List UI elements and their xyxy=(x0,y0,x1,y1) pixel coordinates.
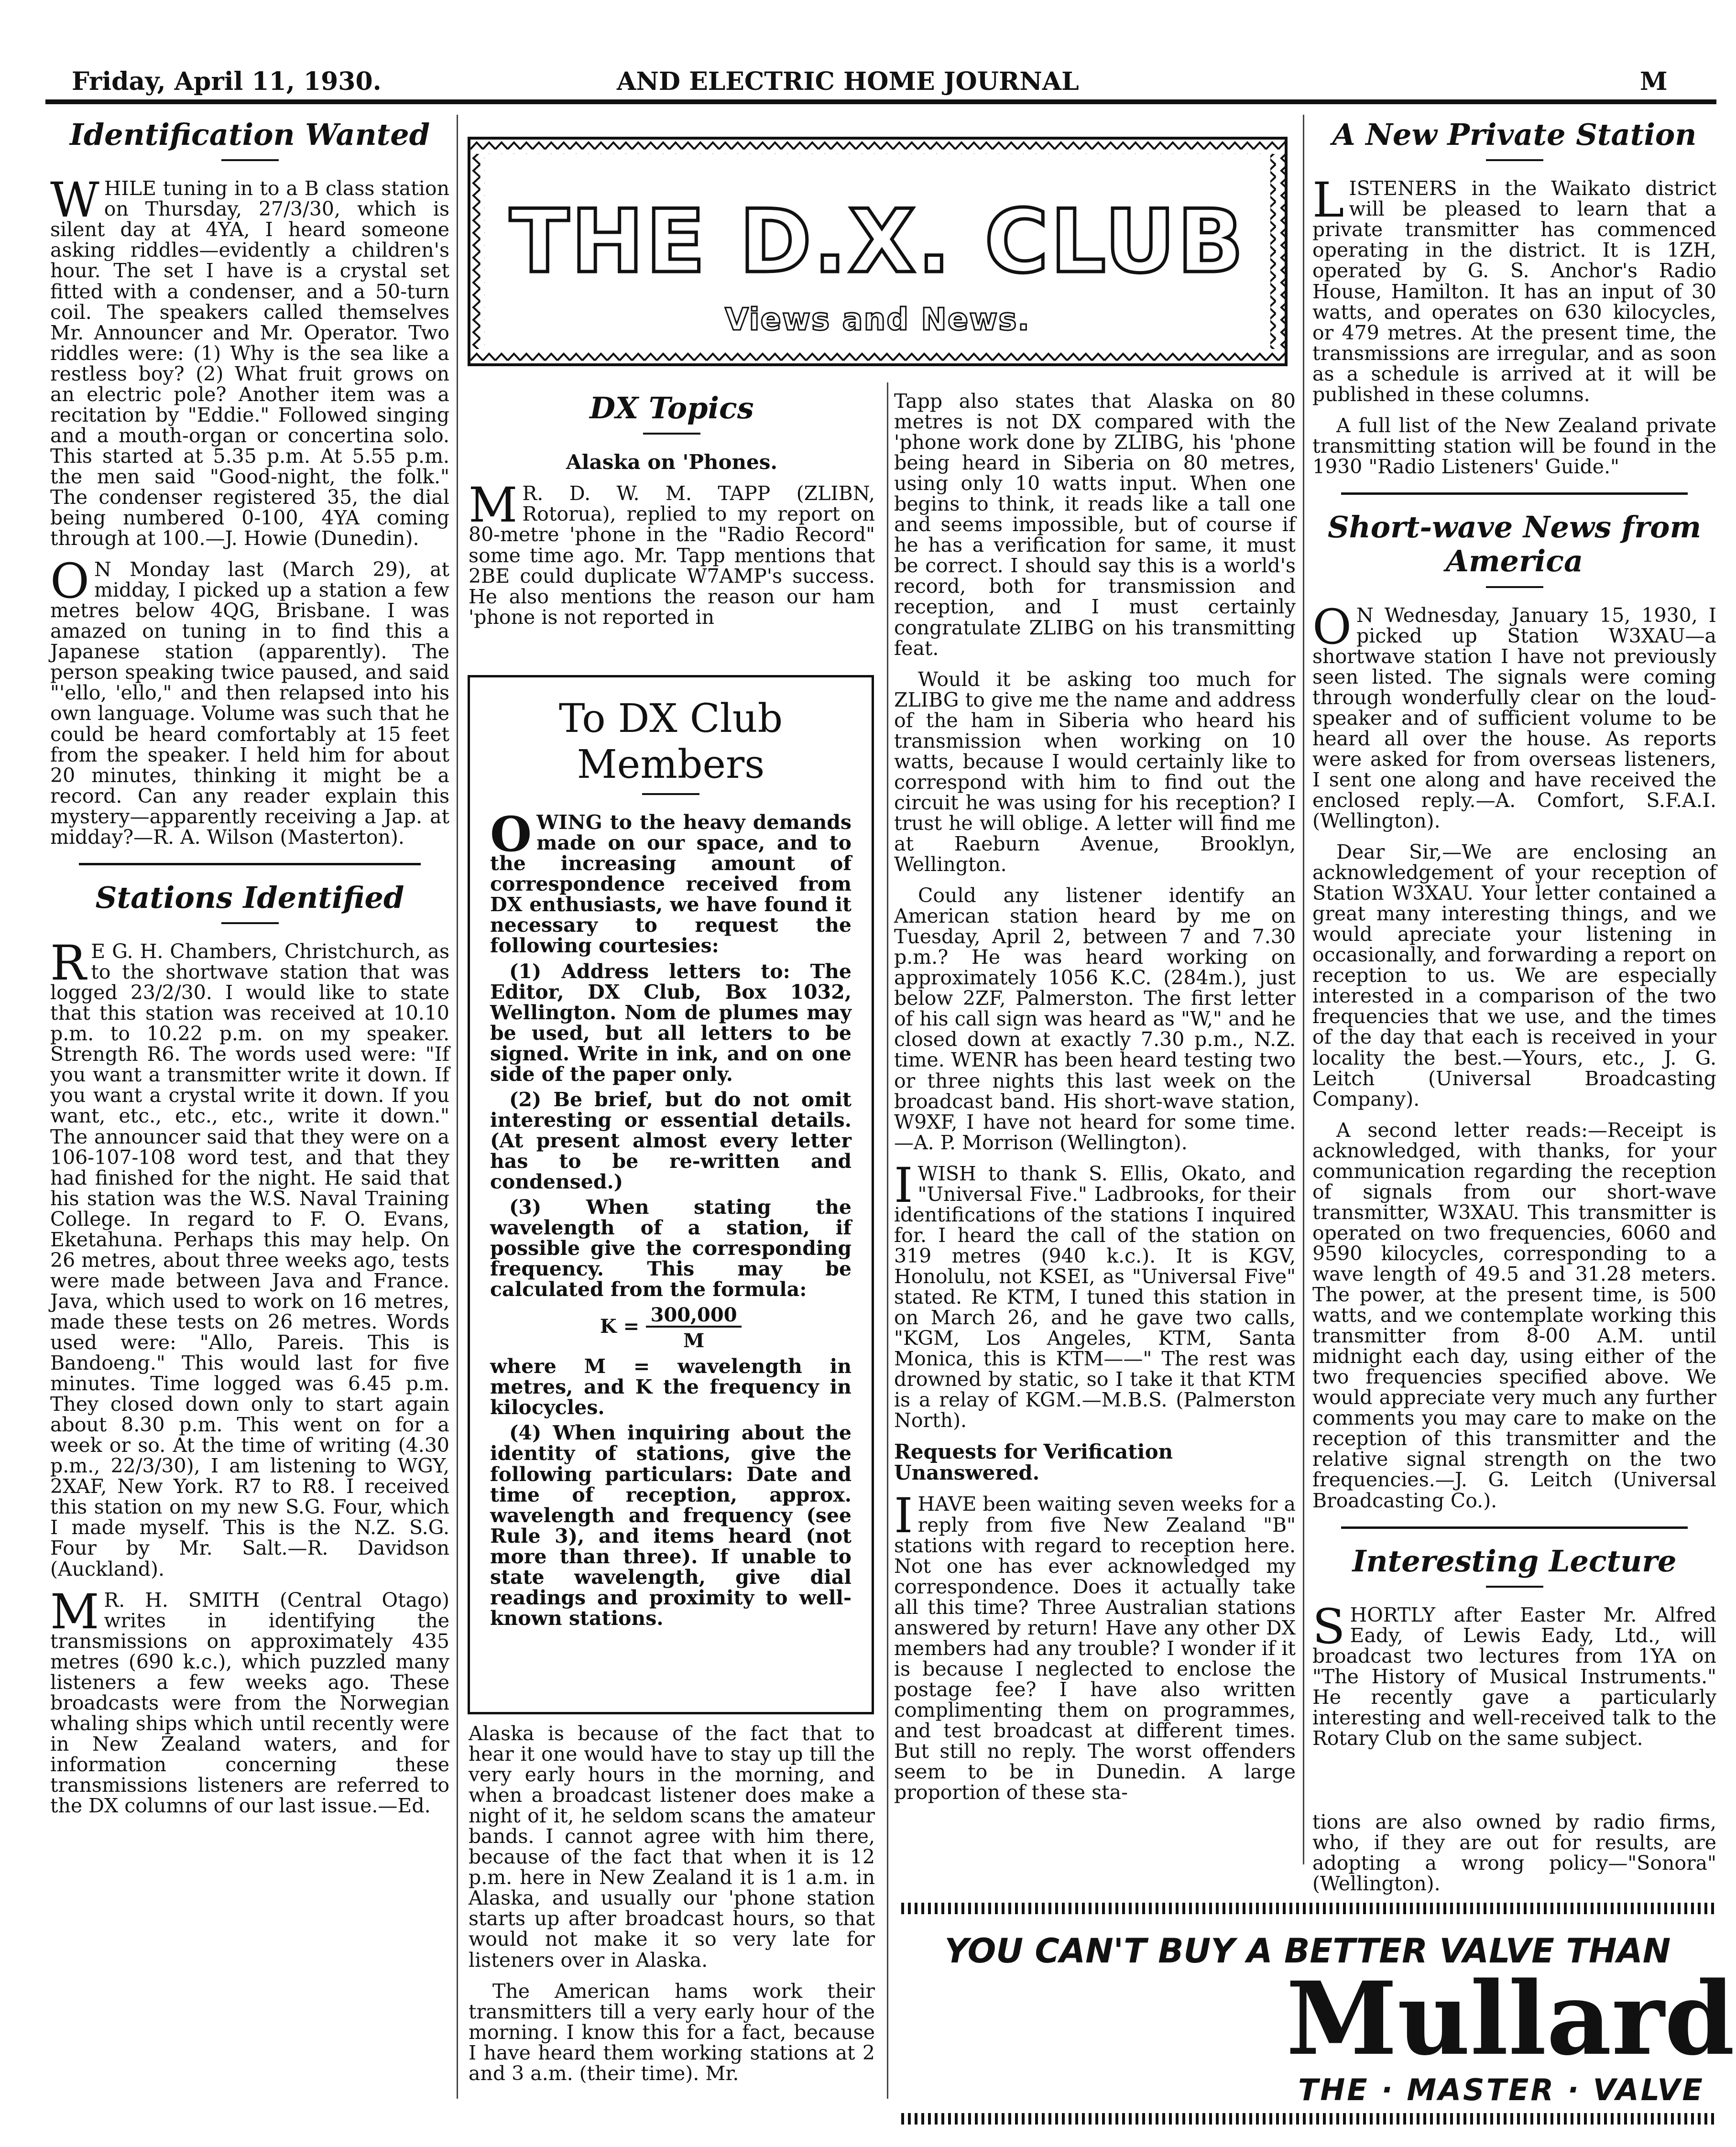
article-paragraph: tions are also owned by radio firms, who, if they are out for results, are adopting a wrong policy—"Sonora" (Wellington). xyxy=(1312,1810,1716,1896)
formula-lhs: K = xyxy=(600,1315,640,1338)
dx-club-masthead xyxy=(468,137,1288,366)
article-paragraph: IWISH to thank S. Ellis, Okato, and "Universal Five." Ladbrooks, for their identifications of the stations I inquired for. I heard the call of the station on 319 metres (940 k.c.). It is KGV, Honolulu, not KSEI, as "Universal Five" stated. Re KTM, I tuned this station in on March 26, and he gave two calls, "KGM, Los Angeles, KTM, Santa Monica, this is KTM——" The rest was drowned by static, so I take it that KTM is a relay of KGM.—M.B.S. (Palmerston North). xyxy=(894,1157,1296,1432)
section-divider xyxy=(79,863,421,865)
column-1 xyxy=(50,118,449,1827)
subheading-verification: Requests for Verification Unanswered. xyxy=(894,1440,1173,1485)
subheading-alaska: Alaska on 'Phones. xyxy=(566,450,778,474)
formula-denominator: M xyxy=(646,1326,742,1351)
article-paragraph: The American hams work their transmitters till a very early hour of the morning. I know this for a fact, because I have heard them working stations at 2 and 3 a.m. (their time). Mr. xyxy=(469,1979,875,2085)
masthead-subtitle: Views and News. xyxy=(725,302,1030,338)
title-rule xyxy=(642,793,699,795)
article-paragraph: A second letter reads:—Receipt is acknowledged, with thanks, for your communication regarding the reception of signals from our short-wave transmitter, W3XAU. This transmitter is operated on two frequencies, 6060 and 9590 kilocycles, corresponding to a wave length of 49.5 and 31.28 meters. The power, at the present time, is 500 watts, and we contemplate working this transmitter from 8-00 A.M. until midnight each day, using either of the two frequencies specified above. We would appreciate very much any further comments you may care to make on the reception of this transmitter and the relative signal strength on the two frequencies.—J. G. Leitch (Universal Broadcasting Co.). xyxy=(1312,1118,1716,1512)
article-paragraph: Could any listener identify an American station heard by me on Tuesday, April 2, between 7 and 7.30 p.m.? He was heard working on approximately 1056 K.C. (284m.), just below 2ZF, Palmerston. The first letter of his call sign was heard as "W," and he closed down at exactly 7.30 p.m., N.Z. time. WENR has been heard testing two or three nights this last week on the broadcast band. His short-wave station, W9XF, I have not heard for some time.—A. P. Morrison (Wellington). xyxy=(894,884,1296,1154)
notice-rule-3: (3) When stating the wavelength of a station, if possible give the corresponding frequency. This may be calculated from the formula: xyxy=(490,1196,852,1301)
article-paragraph: WHILE tuning in to a B class station on Thursday, 27/3/30, which is silent day at 4YA, I heard someone asking riddles—evidently a children's hour. The set I have is a crystal set fitted with a condenser, and a 50-turn coil. The speakers called themselves Mr. Announcer and Mr. Operator. Two riddles were: (1) Why is the sea like a restless boy? (2) What fruit grows on an electric pole? Another item was a recitation by "Eddie." Followed singing and a mouth-organ or concertina solo. This started at 5.35 p.m. At 5.55 p.m. the men said "Good-night, the folk." The condenser registered 35, the dial being numbered 0-100, 4YA coming through at 100.—J. Howie (Dunedin). xyxy=(50,172,449,550)
section-title-shortwave-line1: Short-wave News from xyxy=(1327,509,1702,545)
column-divider xyxy=(887,382,888,2099)
article-paragraph: ON Monday last (March 29), at midday, I picked up a station a few metres below 4QG, Brisbane. I was amazed on tuning in to find this a Japanese station (apparently). The person speaking twice paused, and said "'ello, 'ello," and then relapsed into his own language. Volume was such that he could be heard comfortably at 15 feet from the speaker. I held him for about 20 minutes, thinking it might be a record. Can any reader explain this mystery—apparently receiving a Jap. at midday?—R. A. Wilson (Masterton). xyxy=(50,553,449,849)
article-paragraph: MR. D. W. M. TAPP (ZLIBN, Rotorua), replied to my report on 80-metre 'phone in the "Radio Record" some time ago. Mr. Tapp mentions that 2BE could duplicate W7AMP's success. He also mentions the reason our ham 'phone is not reported in xyxy=(469,477,875,629)
column-4 xyxy=(1312,118,1716,1759)
advert-top-border xyxy=(901,1903,1714,1914)
section-divider xyxy=(1341,492,1688,495)
article-paragraph: Alaska is because of the fact that to hear it one would have to stay up till the very early hours in the morning, and when a broadcast listener does make a night of it, he seldom scans the amateur bands. I cannot agree with him there, because of the fact that when it is 12 p.m. here in New Zealand it is 1 a.m. in Alaska, and usually our 'phone station starts up after broadcast hours, so that would not make it so very late for listeners over in Alaska. xyxy=(469,1722,875,1972)
advert-headline: YOU CAN'T BUY A BETTER VALVE THAN xyxy=(944,1931,1671,1971)
column-divider xyxy=(1303,115,1304,1864)
notice-intro: OWING to the heavy demands made on our space, and to the increasing amount of correspondence received from DX enthusiasts, we have found it necessary to request the following courtesies: xyxy=(490,806,852,958)
advert-brand-logo: Mullard xyxy=(1286,1960,1735,2078)
notice-rule-1: (1) Address letters to: The Editor, DX Club, Box 1032, Wellington. Nom de plumes may be used, but all letters to be signed. Write in ink, and on one side of the paper only. xyxy=(490,959,852,1086)
issue-date: Friday, April 11, 1930. xyxy=(72,67,382,96)
journal-title: AND ELECTRIC HOME JOURNAL xyxy=(617,67,1079,96)
article-paragraph: Dear Sir,—We are enclosing an acknowledgement of your reception of Station W3XAU. Your letter contained a great many interesting things, and we would apreciate your listening in occasionally, and forwarding a report on reception to us. We are especially interested in a comparison of the two frequencies that we use, and the times of the day that each is received in your locality the best.—Yours, etc., J. G. Leitch (Universal Broadcasting Company). xyxy=(1312,840,1716,1111)
article-paragraph: IHAVE been waiting seven weeks for a reply from five New Zealand "B" stations with regard to reception here. Not one has ever acknowledged my correspondence. Does it actually take all this time? Three Australian stations answered by return! Have any other DX members had any trouble? I wonder if it is because I neglected to enclose the postage fee? I have also written complimenting them on programmes, and test broadcast at different times. But still no reply. The worst offenders seem to be in Dunedin. A large proportion of these sta- xyxy=(894,1488,1296,1804)
masthead-title: THE D.X. CLUB xyxy=(510,191,1245,292)
section-title-dx-topics: DX Topics xyxy=(590,391,754,425)
page-mark: M xyxy=(1640,67,1668,96)
title-rule xyxy=(1486,1586,1543,1588)
column-divider xyxy=(457,115,458,2099)
section-title-shortwave-line2: America xyxy=(1445,544,1583,579)
notice-title-line1: To DX Club xyxy=(558,696,783,741)
article-paragraph: LISTENERS in the Waikato district will be pleased to learn that a private transmitter has commenced operating in the district. It is 1ZH, operated by G. S. Anchor's Radio House, Hamilton. It has an input of 30 watts, and operates on 630 kilocycles, or 479 metres. At the present time, the transmissions are irregular, and as soon as a schedule is arrived at it will be published in these columns. xyxy=(1312,172,1716,406)
notice-rule-2: (2) Be brief, but do not omit interesting or essential details. (At present almost every letter has to be re-written and condensed.) xyxy=(490,1088,852,1193)
article-paragraph: A full list of the New Zealand private transmitting station will be found in the 1930 "Radio Listeners' Guide." xyxy=(1312,414,1716,478)
article-paragraph: RE G. H. Chambers, Christchurch, as to the shortwave station that was logged 23/2/30. I would like to state that this station was received at 10.10 p.m. to 10.22 p.m. on my speaker. Strength R6. The words used were: "If you want a transmitter write it down. If you want a crystal write it down. If you want, etc., etc., etc., write it down." The announcer said that they were on a 106-107-108 word test, and that they had finished for the night. He said that his station was the W.S. Naval Training College. In regard to F. O. Evans, Eketahuna. Perhaps this may help. On 26 metres, about three weeks ago, tests were made between Java and France. Java, which used to work on 16 metres, made these tests on 26 metres. Words used were: "Allo, Pareis. This is Bandoeng." This would last for five minutes. Time logged was 6.45 p.m. They closed down only to start again about 8.30 p.m. This went on for a week or so. At the time of writing (4.30 p.m., 22/3/30), I am listening to WGY, 2XAF, New York. R7 to R8. I received this station on my new S.G. Four, which I made myself. This is the N.Z. S.G. Four by Mr. Salt.—R. Davidson (Auckland). xyxy=(50,935,449,1580)
section-divider xyxy=(1341,1526,1688,1529)
advert-bottom-border xyxy=(901,2113,1714,2125)
title-rule xyxy=(221,159,279,161)
article-paragraph: Tapp also states that Alaska on 80 metres is not DX compared with the 'phone work done by ZLIBG, his 'phone being heard in Siberia on 80 metres, using only 10 watts input. When one begins to think, it reads like a tall one and seems impossible, but of course if he has a verification for same, it must be correct. I should say this is a world's record, both for transmission and reception, and I must certainly congratulate ZLIBG on his transmitting feat. xyxy=(894,390,1296,660)
article-paragraph: SHORTLY after Easter Mr. Alfred Eady, of Lewis Eady, Ltd., will broadcast two lectures from 1YA on "The History of Musical Instruments." He recently gave a particularly interesting and well-received talk to the Rotary Club on the same subject. xyxy=(1312,1598,1716,1750)
section-title-identification-wanted: Identification Wanted xyxy=(69,117,430,152)
column-3 xyxy=(894,391,1296,1813)
article-paragraph: Would it be asking too much for ZLIBG to give me the name and address of the ham in Siberia who heard his transmission when working on 10 watts, because I would certainly like to correspond with him to find out the circuit he was using for his reception? I trust he will oblige. A letter will find me at Raeburn Avenue, Brooklyn, Wellington. xyxy=(894,667,1296,876)
column-4-continuation xyxy=(1312,1812,1716,1905)
title-rule xyxy=(221,922,279,924)
notice-box-dx-members xyxy=(468,675,874,1714)
notice-title-line2: Members xyxy=(577,742,765,788)
column-2-top xyxy=(469,391,875,638)
notice-rule-4: (4) When inquiring about the identity of stations, give the following particulars: Date and time of reception, approx. wavelength and frequency (see Rule 3), and items heard (not more than three). If unable to state wavelength, give dial readings and proximity to well-known stations. xyxy=(490,1421,852,1630)
title-rule xyxy=(1486,159,1543,161)
section-title-interesting-lecture: Interesting Lecture xyxy=(1352,1543,1677,1579)
column-2-bottom xyxy=(469,1723,875,2094)
article-paragraph: ON Wednesday, January 15, 1930, I picked up Station W3XAU—a shortwave station I have not previously seen listed. The signals were coming through wonderfully clear on the loud-speaker and of sufficient volume to be heard all over the house. As reports were asked for from overseas listeners, I sent one along and have received the enclosed reply.—A. Comfort, S.F.A.I. (Wellington). xyxy=(1312,599,1716,833)
header-rule xyxy=(45,99,1716,104)
title-rule xyxy=(643,433,700,435)
formula-numerator: 300,000 xyxy=(650,1304,737,1327)
notice-rule-3b: where M = wavelength in metres, and K the frequency in kilocycles. xyxy=(490,1355,852,1419)
section-title-private-station: A New Private Station xyxy=(1332,117,1697,152)
section-title-stations-identified: Stations Identified xyxy=(95,880,404,915)
frequency-formula xyxy=(490,1305,852,1351)
advert-tagline: THE · MASTER · VALVE xyxy=(1298,2072,1704,2107)
article-paragraph: MR. H. SMITH (Central Otago) writes in identifying the transmissions on approximately 435 metres (690 k.c.), which puzzled many listeners a few weeks ago. These broadcasts were from the Norwegian whaling ships which until recently were in New Zealand waters, and for information concerning these transmissions listeners are referred to the DX columns of our last issue.—Ed. xyxy=(50,1583,449,1818)
title-rule xyxy=(1486,586,1543,588)
